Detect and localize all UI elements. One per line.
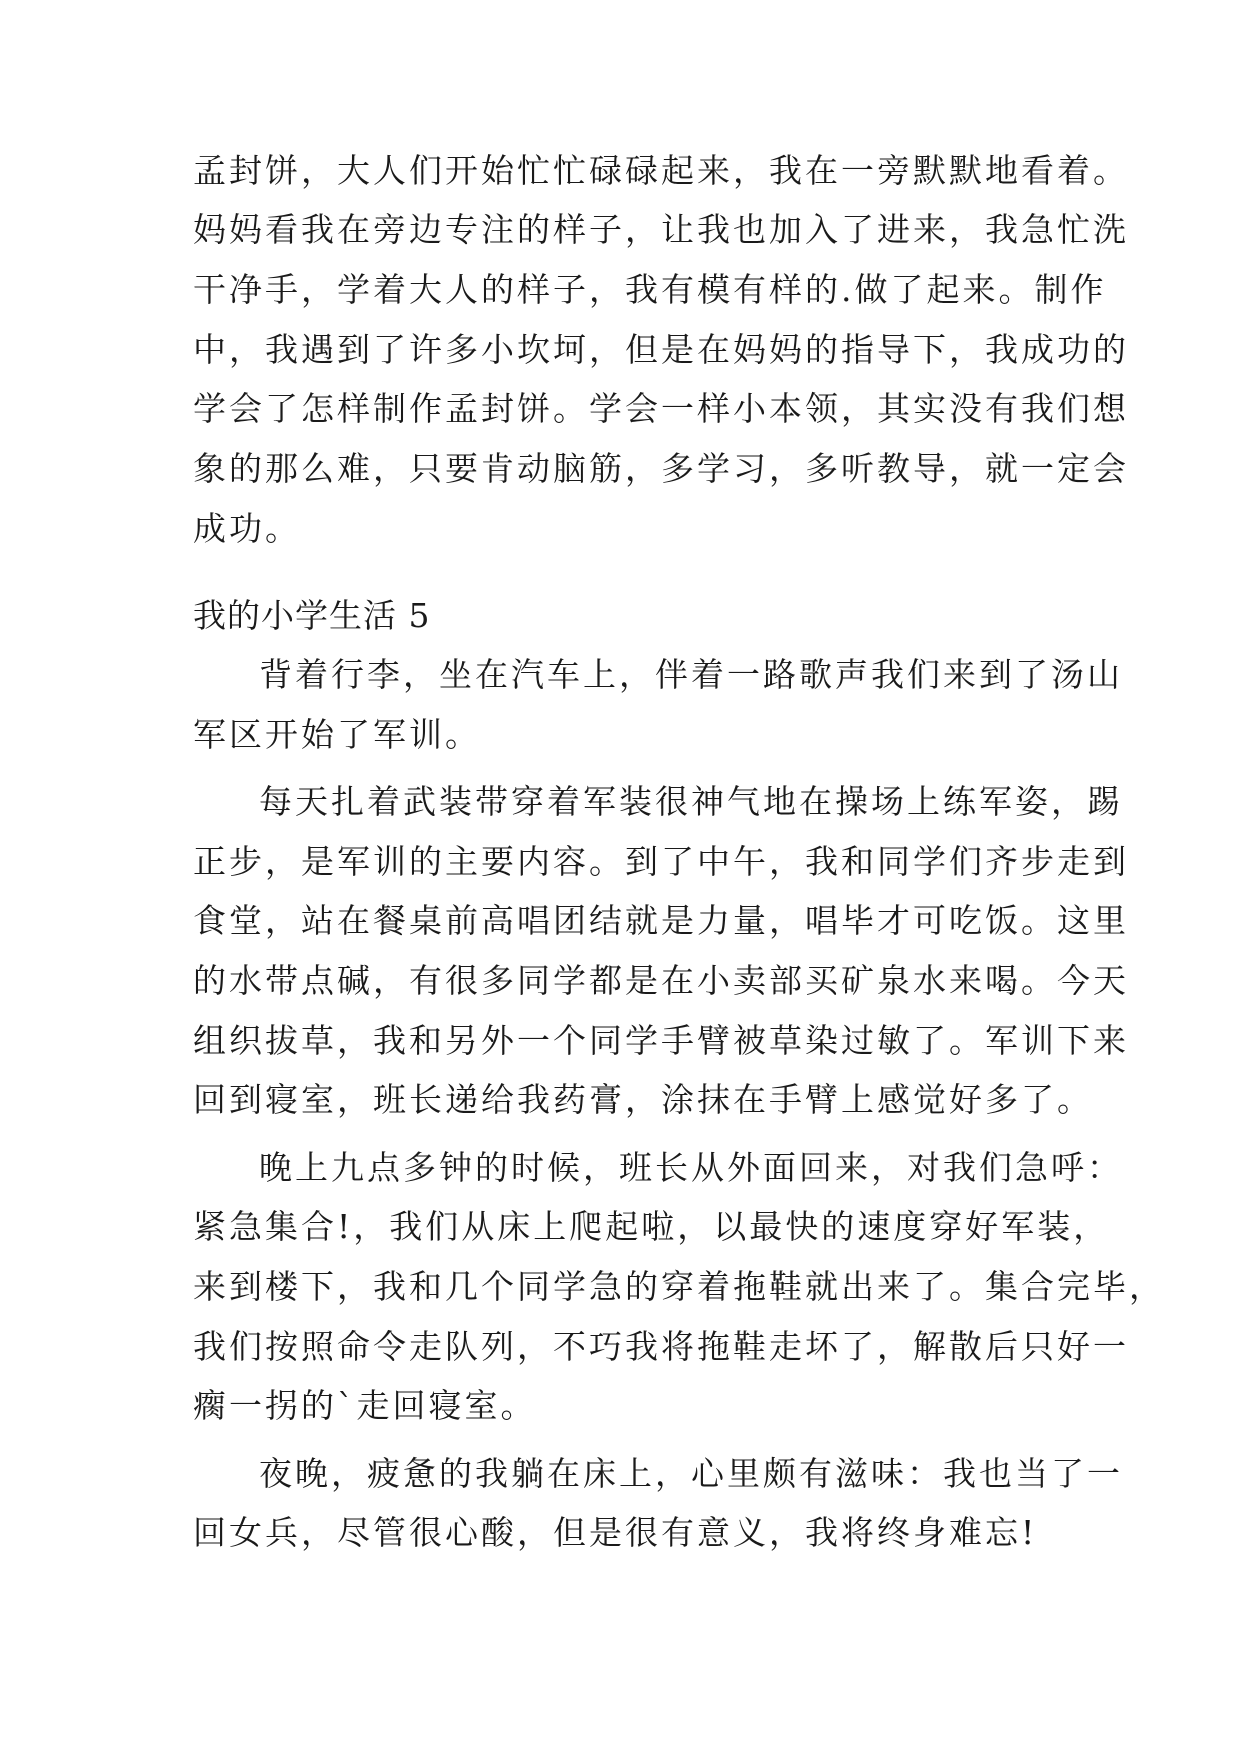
paragraph-line: 我们按照命令走队列，不巧我将拖鞋走坏了，解散后只好一 xyxy=(193,1327,1129,1366)
paragraph-line: 每天扎着武装带穿着军装很神气地在操场上练军姿，踢 xyxy=(259,782,1123,821)
paragraph-line: 来到楼下，我和几个同学急的穿着拖鞋就出来了。集合完毕， xyxy=(193,1267,1165,1306)
paragraph-line: 孟封饼，大人们开始忙忙碌碌起来，我在一旁默默地看着。 xyxy=(193,151,1129,190)
paragraph-line: 妈妈看我在旁边专注的样子，让我也加入了进来，我急忙洗 xyxy=(193,210,1129,249)
paragraph-line: 回到寝室，班长递给我药膏，涂抹在手臂上感觉好多了。 xyxy=(193,1080,1093,1119)
paragraph-line: 中，我遇到了许多小坎坷，但是在妈妈的指导下，我成功的 xyxy=(193,330,1129,369)
paragraph-line: 的水带点碱，有很多同学都是在小卖部买矿泉水来喝。今天 xyxy=(193,961,1129,1000)
paragraph-line: 学会了怎样制作孟封饼。学会一样小本领，其实没有我们想 xyxy=(193,389,1129,428)
paragraph-line: 回女兵，尽管很心酸，但是很有意义，我将终身难忘! xyxy=(193,1513,1038,1552)
paragraph-line: 紧急集合!，我们从床上爬起啦，以最快的速度穿好军装， xyxy=(193,1207,1110,1246)
paragraph-line: 干净手，学着大人的样子，我有模有样的.做了起来。制作 xyxy=(193,270,1107,309)
paragraph-line: 食堂，站在餐桌前高唱团结就是力量，唱毕才可吃饭。这里 xyxy=(193,901,1129,940)
paragraph-line: 瘸一拐的`走回寝室。 xyxy=(193,1386,537,1425)
paragraph-line: 晚上九点多钟的时候，班长从外面回来，对我们急呼： xyxy=(259,1148,1123,1187)
paragraph-line: 军区开始了军训。 xyxy=(193,715,481,754)
paragraph-line: 成功。 xyxy=(193,509,301,548)
paragraph-line: 象的那么难，只要肯动脑筋，多学习，多听教导，就一定会 xyxy=(193,449,1129,488)
paragraph-line: 正步，是军训的主要内容。到了中午，我和同学们齐步走到 xyxy=(193,842,1129,881)
paragraph-line: 组织拔草，我和另外一个同学手臂被草染过敏了。军训下来 xyxy=(193,1021,1129,1060)
paragraph-line: 夜晚，疲惫的我躺在床上，心里颇有滋味：我也当了一 xyxy=(259,1454,1123,1493)
section-heading: 我的小学生活 5 xyxy=(193,596,431,635)
paragraph-line: 背着行李，坐在汽车上，伴着一路歌声我们来到了汤山 xyxy=(259,655,1123,694)
